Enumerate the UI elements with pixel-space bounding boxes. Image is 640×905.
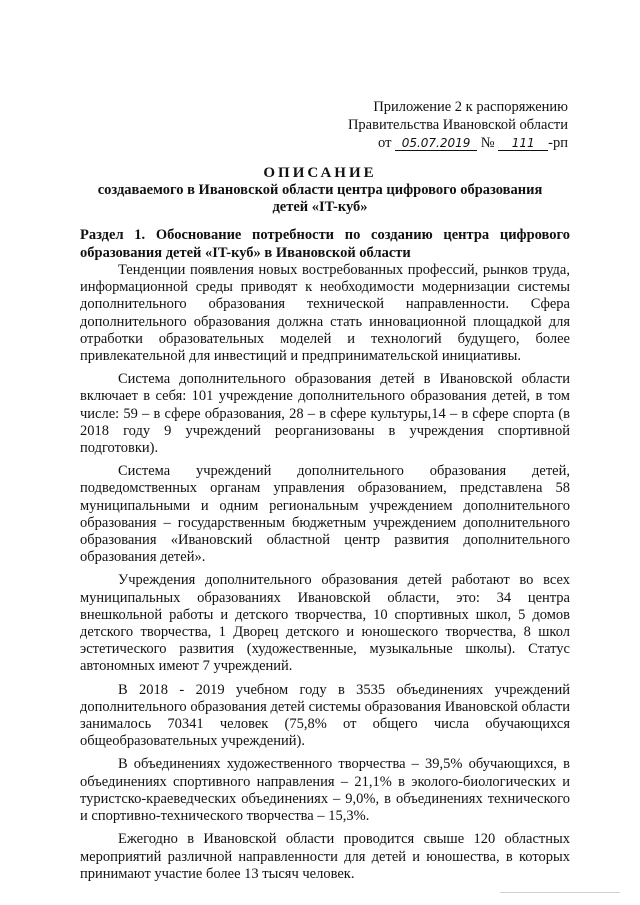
- handwritten-date: 05.07.2019: [395, 136, 477, 151]
- handwritten-number: 111: [498, 136, 548, 151]
- paragraph: Система дополнительного образования детей в Ивановской области включает в себя: 101 учреждение дополнительного образования детей, в том числе: 59 – в сфере образования, 28 – в сфере культуры,14 – в сфере спорта (в 2018 году 9 учреждений реорганизованы в учреждения спортивной подготовки).: [80, 371, 570, 457]
- number-suffix: -рп: [548, 135, 568, 151]
- document-subtitle: [60, 182, 580, 216]
- paragraph: В объединениях художественного творчества – 39,5% обучающихся, в объединениях спортивного направления – 21,1% в эколого-биологических и туристско-краеведческих объединениях – 9,0%, в объединениях технического и спортивно-технического творчества – 15,3%.: [80, 756, 570, 825]
- paragraph: Тенденции появления новых востребованных профессий, рынков труда, информационной среды приводят к необходимости модернизации системы дополнительного образования технической направленности. Сфера дополнительного образования должна стать инновационной площадкой для отработки образовательных моделей и технологий будущего, более привлекательной для инвестиций и предпринимательской инициативы.: [80, 262, 570, 365]
- scan-artifact-line: [500, 892, 620, 893]
- appendix-block: [300, 98, 568, 152]
- document-body: [80, 262, 570, 883]
- document-title: ОПИСАНИЕ: [263, 165, 377, 181]
- appendix-line-3: [300, 134, 568, 152]
- subtitle-line-2: детей «IT-куб»: [272, 199, 368, 215]
- appendix-line-2: Правительства Ивановской области: [347, 117, 568, 133]
- paragraph: Учреждения дополнительного образования детей работают во всех муниципальных образованиях Ивановской области, это: 34 центра внешкольной работы и детского творчества, 10 спортивных школ, 5 домов детского творчества, 1 Дворец детского и юношеского творчества, 8 школ эстетического развития (художественные, музыкальные школы). Статус автономных имеют 7 учреждений.: [80, 572, 570, 675]
- from-label: от: [378, 135, 392, 151]
- paragraph: В 2018 - 2019 учебном году в 3535 объединениях учреждений дополнительного образования детей системы образования Ивановской области занималось 70341 человек (75,8% от общего числа обучающихся общеобразовательных учреждений).: [80, 681, 570, 750]
- appendix-line-1: Приложение 2 к распоряжению: [373, 99, 568, 115]
- section-heading: Раздел 1. Обоснование потребности по созданию центра цифрового образования детей «IT-куб» в Ивановской области: [80, 227, 570, 261]
- paragraph: Ежегодно в Ивановской области проводится свыше 120 областных мероприятий различной направленности для детей и юношества, в которых принимают участие более 13 тысяч человек.: [80, 831, 570, 882]
- subtitle-line-1: создаваемого в Ивановской области центра цифрового образования: [97, 182, 543, 198]
- number-label: №: [480, 135, 495, 151]
- paragraph: Система учреждений дополнительного образования детей, подведомственных органам управления образованием, представлена 58 муниципальными и одним региональным учреждением дополнительного образования – государственным бюджетным учреждением дополнительного образования «Ивановский областной центр развития дополнительного образования детей».: [80, 463, 570, 566]
